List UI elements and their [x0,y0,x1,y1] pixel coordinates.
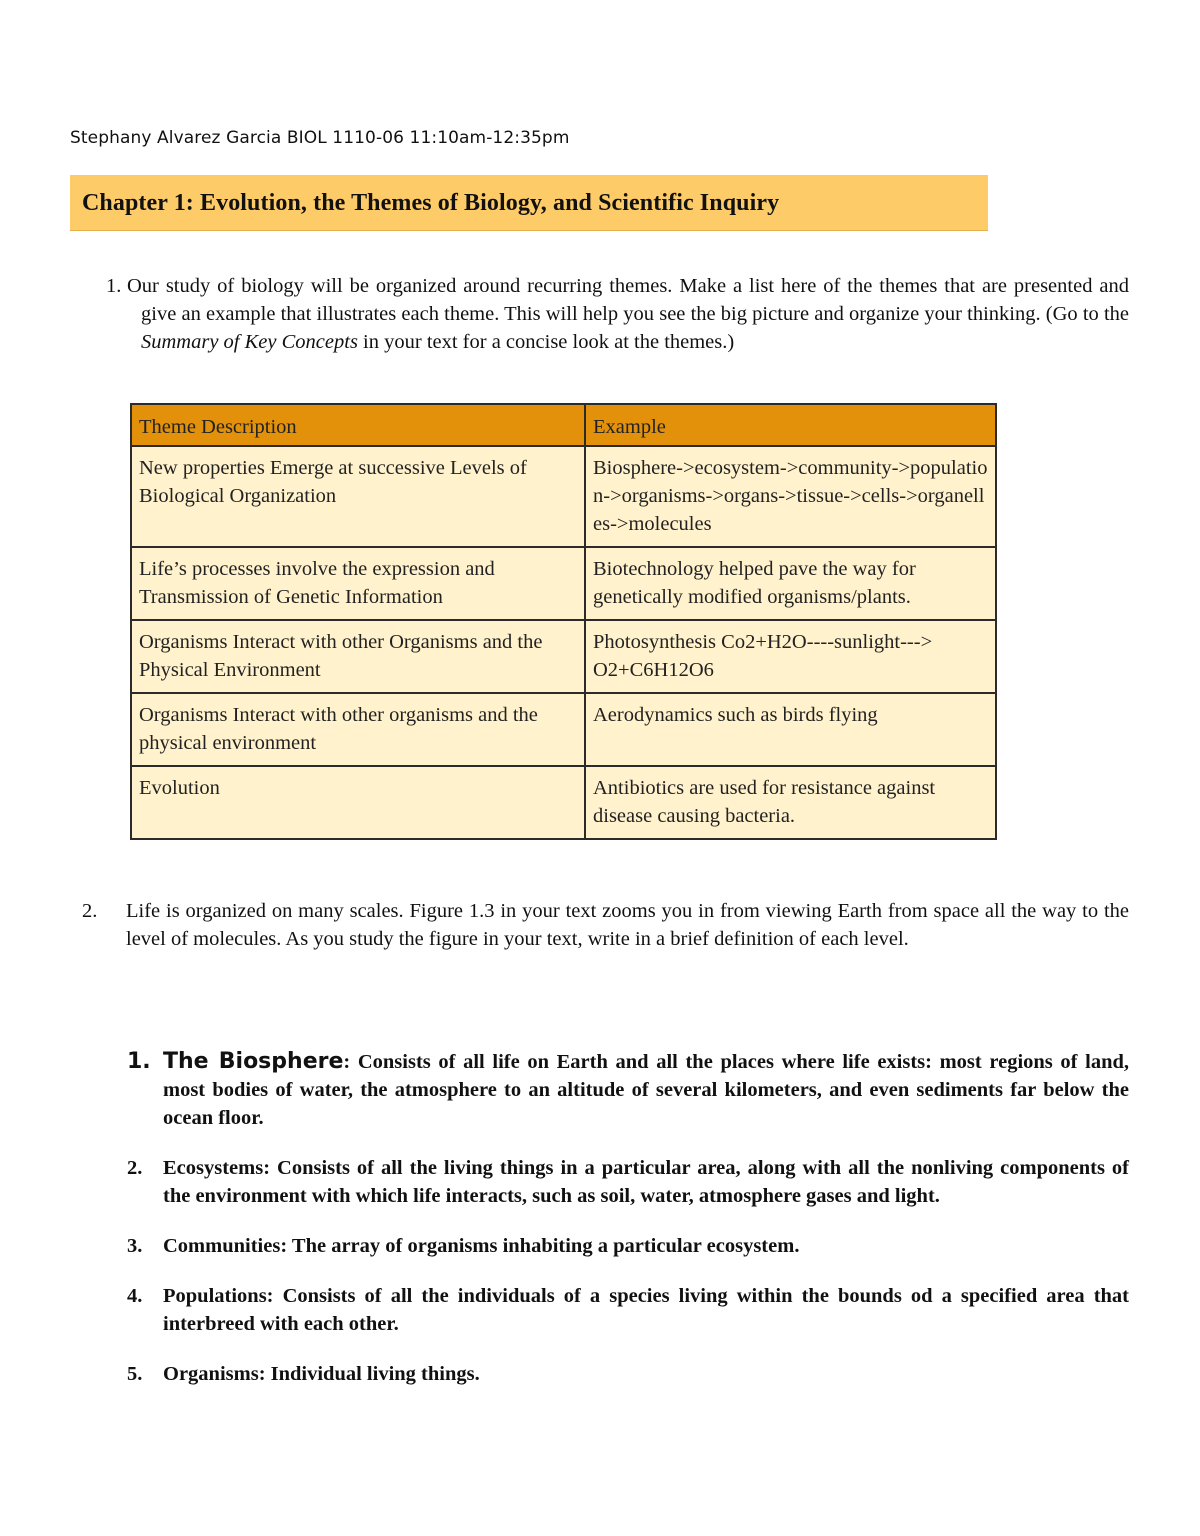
table-row [131,693,996,766]
table-cell: Life’s processes involve the expression and Transmission of Genetic Information [131,547,585,620]
question-1-text [106,272,1129,356]
question-2-number: 2. [82,900,98,922]
table-row [131,446,996,547]
levels-of-organization-list [127,1048,1129,1410]
question-1-number: 1. [106,275,122,297]
list-item [127,1154,1129,1210]
table-cell: Biosphere->ecosystem->community->population->organisms->organs->tissue->cells->organelles->molecules [585,446,996,547]
list-item-number: 4. [127,1285,143,1307]
table-cell: Organisms Interact with other Organisms and the Physical Environment [131,620,585,693]
list-item [127,1232,1129,1260]
list-item [127,1360,1129,1388]
table-cell: Biotechnology helped pave the way for genetically modified organisms/plants. [585,547,996,620]
list-item-term: Communities [163,1235,281,1257]
question-2 [82,897,1129,953]
chapter-title: Chapter 1: Evolution, the Themes of Biology, and Scientific Inquiry [82,190,780,216]
table-row [131,620,996,693]
table-cell: Aerodynamics such as birds flying [585,693,996,766]
table-header-row [131,404,996,446]
list-item [127,1048,1129,1132]
list-item-definition: : Consists of all the living things in a particular area, along with all the nonliving components of the environment with which life interacts, such as soil, water, atmosphere gases and light. [163,1157,1129,1207]
list-item-number: 2. [127,1157,143,1179]
question-2-text: Life is organized on many scales. Figure 1.3 in your text zooms you in from viewing Earth from space all the way to the level of molecules. As you study the figure in your text, write in a brief definition of each level. [126,900,1129,950]
list-item-number: 5. [127,1363,143,1385]
question-1-text-part: Our study of biology will be organized around recurring themes. Make a list here of the themes that are presented and give an example that illustrates each theme. This will help you see the big picture and organize your thinking. (Go to the [127,275,1129,325]
list-item-number: 1. [127,1049,151,1074]
table-header-cell: Example [585,404,996,446]
question-1-italic-reference: Summary of Key Concepts [141,331,358,353]
list-item-term: Populations [163,1285,267,1307]
table-header-cell: Theme Description [131,404,585,446]
table-row [131,547,996,620]
question-1 [106,272,1129,356]
question-1-text-part: in your text for a concise look at the themes.) [357,331,735,353]
table-cell: Organisms Interact with other organisms and the physical environment [131,693,585,766]
table-cell: Antibiotics are used for resistance against disease causing bacteria. [585,766,996,839]
table-row [131,766,996,839]
table-cell: New properties Emerge at successive Levels of Biological Organization [131,446,585,547]
list-item-definition: : Consists of all life on Earth and all the places where life exists: most regions of land, most bodies of water, the atmosphere to an altitude of several kilometers, and even sediments far below the ocean floor. [163,1051,1129,1129]
list-item-definition: : Consists of all the individuals of a species living within the bounds od a specified area that interbreed with each other. [163,1285,1129,1335]
student-info-line: Stephany Alvarez Garcia BIOL 1110-06 11:10am-12:35pm [70,128,570,148]
table-cell: Photosynthesis Co2+H2O----sunlight---> O2+C6H12O6 [585,620,996,693]
list-item-definition: : Individual living things. [258,1363,480,1385]
list-item-number: 3. [127,1235,143,1257]
list-item-term: The Biosphere [163,1049,344,1074]
table-cell: Evolution [131,766,585,839]
chapter-title-bar [70,175,988,231]
list-item [127,1282,1129,1338]
list-item-definition: : The array of organisms inhabiting a particular ecosystem. [280,1235,800,1257]
list-item-term: Ecosystems [163,1157,264,1179]
themes-table [130,403,997,840]
list-item-term: Organisms [163,1363,259,1385]
